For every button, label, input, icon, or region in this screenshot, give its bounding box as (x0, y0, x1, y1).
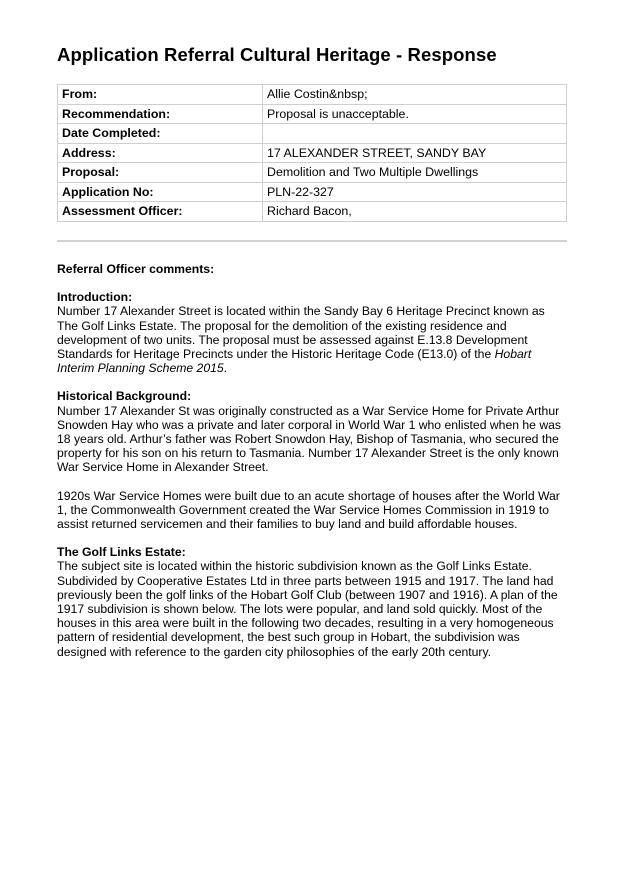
paragraph-line: previously been the golf links of the Hobart Golf Club (between 1907 and 1916). A plan of the (57, 587, 558, 602)
address-label: Address: (58, 143, 263, 163)
paragraph-line: Number 17 Alexander Street is located within the Sandy Bay 6 Heritage Precinct known as (57, 304, 545, 319)
address-value: 17 ALEXANDER STREET, SANDY BAY (263, 143, 567, 163)
scheme-name-italic: Hobart (494, 347, 532, 362)
paragraph-line: Standards for Heritage Precincts under the Historic Heritage Code (E13.0) of the (57, 347, 495, 362)
application-no-value: PLN-22-327 (263, 182, 567, 202)
paragraph-line: assist returned servicemen and their families to buy land and build affordable houses. (57, 517, 518, 532)
paragraph-line: property for his son on his return to Tasmania. Number 17 Alexander Street is the only known (57, 446, 559, 461)
paragraph-line: 1920s War Service Homes were built due to an acute shortage of houses after the World War (57, 488, 560, 503)
section-divider (57, 240, 567, 242)
paragraph-line: 1, the Commonwealth Government created the War Service Homes Commission in 1919 to (57, 502, 549, 517)
paragraph-line: houses in this area were built in the following two decades, resulting in a very homogeneous (57, 616, 554, 631)
table-row (58, 124, 567, 144)
date-completed-value (263, 124, 567, 144)
table-row (58, 143, 567, 163)
introduction-heading: Introduction: (57, 290, 133, 305)
paragraph-line: pattern of residential development, the best such group in Hobart, the subdivision was (57, 630, 520, 645)
date-completed-label: Date Completed: (58, 124, 263, 144)
paragraph-end: . (223, 361, 228, 376)
recommendation-label: Recommendation: (58, 104, 263, 124)
table-row (58, 85, 567, 105)
recommendation-value: Proposal is unacceptable. (263, 104, 567, 124)
assessment-officer-value: Richard Bacon, (263, 202, 567, 222)
proposal-label: Proposal: (58, 163, 263, 183)
paragraph-line: 1917 subdivision is shown below. The lots were popular, and land sold quickly. Most of the (57, 602, 543, 617)
application-no-label: Application No: (58, 182, 263, 202)
introduction-paragraph (57, 304, 572, 375)
from-label: From: (58, 85, 263, 105)
table-row (58, 163, 567, 183)
page-title: Application Referral Cultural Heritage - Response (57, 44, 497, 65)
paragraph-line: designed with reference to the garden city philosophies of the early 20th century. (57, 644, 492, 659)
paragraph-line: Subdivided by Cooperative Estates Ltd in three parts between 1915 and 1917. The land had (57, 573, 554, 588)
paragraph-line: development of two units. The proposal must be assessed against E.13.8 Development (57, 332, 528, 347)
table-row (58, 104, 567, 124)
table-row (58, 202, 567, 222)
historical-heading: Historical Background: (57, 389, 192, 404)
table-row (58, 182, 567, 202)
paragraph-line: The subject site is located within the historic subdivision known as the Golf Links Estate. (57, 559, 532, 574)
paragraph-line: Snowden Hay who was a private and later corporal in World War 1 who enlisted when he was (57, 417, 562, 432)
proposal-value: Demolition and Two Multiple Dwellings (263, 163, 567, 183)
comments-heading: Referral Officer comments: (57, 262, 215, 276)
historical-paragraph-2 (57, 489, 572, 532)
historical-paragraph-1 (57, 404, 572, 475)
paragraph-line: The Golf Links Estate. The proposal for the demolition of the existing residence and (57, 318, 507, 333)
paragraph-line: War Service Home in Alexander Street. (57, 460, 269, 475)
golf-links-paragraph (57, 559, 572, 658)
application-details-table (57, 84, 567, 222)
golf-links-heading: The Golf Links Estate: (57, 545, 186, 560)
assessment-officer-label: Assessment Officer: (58, 202, 263, 222)
from-value: Allie Costin&nbsp; (263, 85, 567, 105)
paragraph-line: 18 years old. Arthur’s father was Robert Snowdon Hay, Bishop of Tasmania, who secured the (57, 432, 559, 447)
paragraph-line: Number 17 Alexander St was originally constructed as a War Service Home for Private Arthur (57, 403, 560, 418)
scheme-name-italic: Interim Planning Scheme 2015 (57, 361, 224, 376)
comments-body (57, 262, 572, 659)
